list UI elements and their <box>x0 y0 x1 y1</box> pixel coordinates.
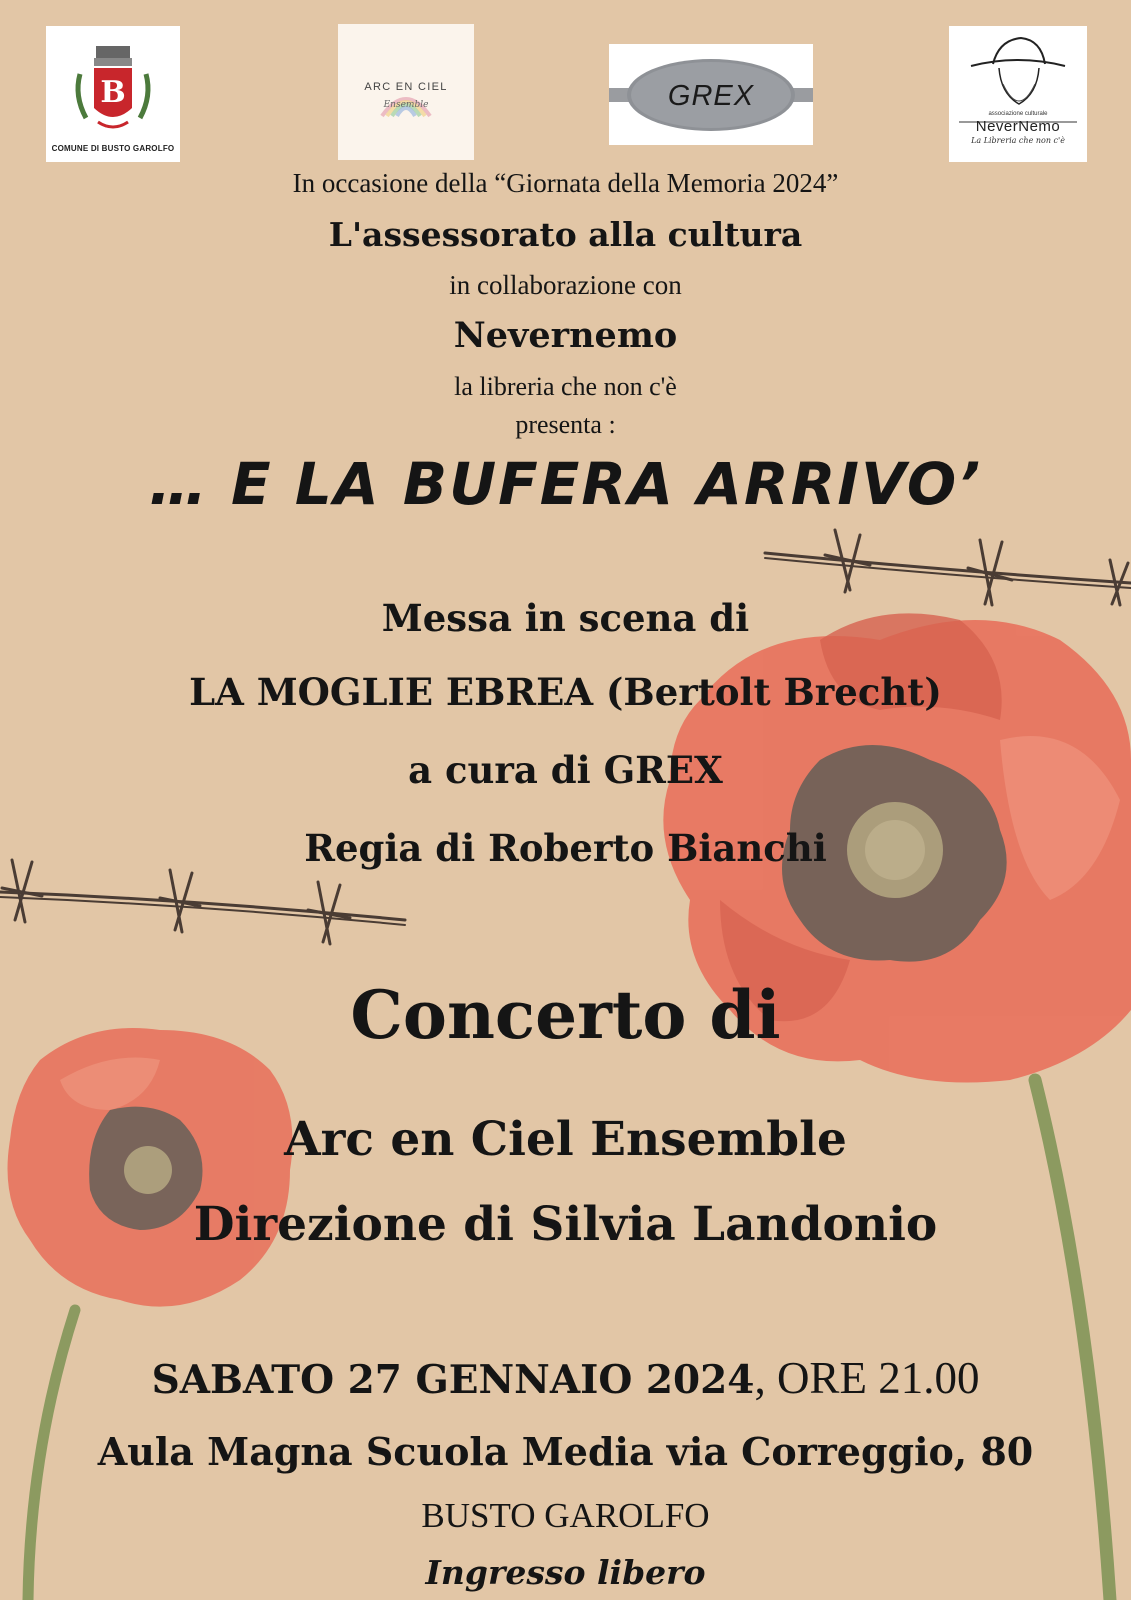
logo-nevernemo-small-text: associazione culturale <box>988 111 1048 117</box>
event-venue: Aula Magna Scuola Media via Correggio, 80 <box>97 1429 1034 1474</box>
barbed-wire-icon <box>765 530 1131 605</box>
barbed-wire-icon <box>0 860 405 944</box>
event-date: SABATO 27 GENNAIO 2024 <box>151 1357 755 1403</box>
event-title: … E LA BUFERA ARRIVO’ <box>148 450 983 518</box>
logo-nevernemo-tagline: La Libreria che non c'è <box>971 136 1065 145</box>
logo-arc-caption: ARC EN CIEL <box>364 81 448 93</box>
event-datetime <box>0 1352 1131 1404</box>
event-city: BUSTO GAROLFO <box>421 1496 710 1535</box>
svg-text:B: B <box>100 75 126 110</box>
logo-nevernemo-caption: NeverNemo <box>975 118 1061 135</box>
theatre-line-3: a cura di GREX <box>408 748 723 792</box>
theatre-line-2: LA MOGLIE EBREA (Bertolt Brecht) <box>189 670 942 714</box>
organizer-line: L'assessorato alla cultura <box>328 215 803 254</box>
concert-direction: Direzione di Silvia Landonio <box>193 1197 938 1252</box>
logo-arc-en-ciel <box>338 24 474 160</box>
logo-nevernemo <box>949 26 1087 162</box>
occasion-line: In occasione della “Giornata della Memoria 2024” <box>292 168 839 198</box>
poppy-icon <box>8 1028 293 1307</box>
partner-name: Nevernemo <box>453 315 678 356</box>
concert-heading: Concerto di <box>350 976 781 1054</box>
logo-comune-busto-garolfo <box>46 26 180 162</box>
event-entry: Ingresso libero <box>425 1553 706 1592</box>
concert-ensemble: Arc en Ciel Ensemble <box>284 1112 847 1167</box>
theatre-line-1: Messa in scena di <box>381 596 750 640</box>
collaboration-line: in collaborazione con <box>449 270 682 300</box>
logo-grex-caption: GREX <box>667 80 755 112</box>
logo-grex <box>609 44 813 145</box>
logo-comune-caption: COMUNE DI BUSTO GAROLFO <box>51 144 175 153</box>
event-time: , ORE 21.00 <box>754 1353 980 1403</box>
town-coat-of-arms-icon <box>46 26 180 162</box>
presents-line: presenta : <box>515 410 616 439</box>
partner-description: la libreria che non c'è <box>454 372 677 401</box>
logo-arc-subtitle: Ensemble <box>383 100 429 110</box>
theatre-line-4: Regia di Roberto Bianchi <box>304 826 827 870</box>
